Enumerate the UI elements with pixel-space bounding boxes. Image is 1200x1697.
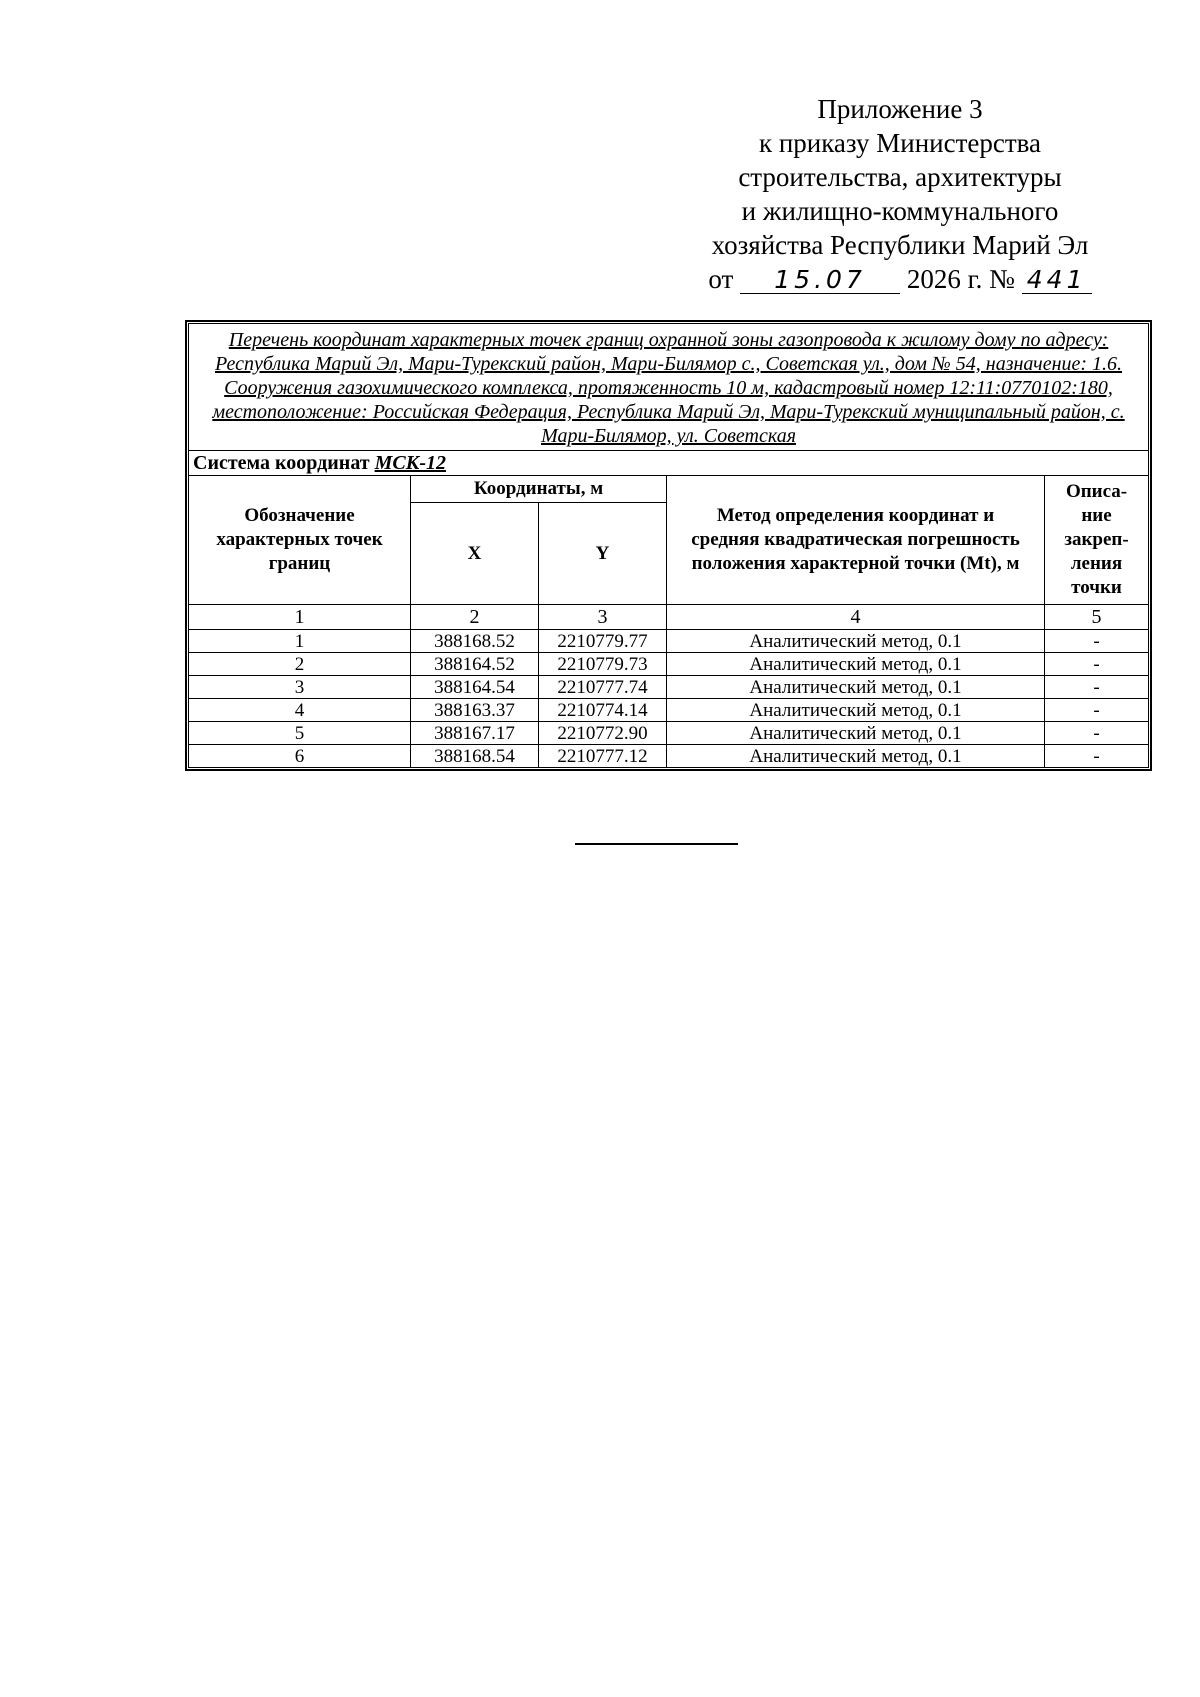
year-text: 2026 г. №	[906, 264, 1015, 294]
coordinate-system-row	[189, 451, 1149, 476]
col-header-y: Y	[539, 503, 667, 605]
coordinate-system-value: МСК-12	[374, 452, 446, 474]
column-number: 4	[667, 605, 1045, 630]
y-cell: 2210777.12	[539, 745, 667, 768]
col-header-point: Обозначение характерных точек границ	[189, 476, 411, 605]
x-cell: 388167.17	[411, 722, 539, 745]
method-cell: Аналитический метод, 0.1	[667, 722, 1045, 745]
point-cell: 6	[189, 745, 411, 768]
coordinate-system-label: Система координат	[193, 452, 370, 474]
x-cell: 388163.37	[411, 699, 539, 722]
desc-cell: -	[1045, 722, 1149, 745]
method-cell: Аналитический метод, 0.1	[667, 745, 1045, 768]
point-cell: 5	[189, 722, 411, 745]
header-line: Приложение 3	[817, 94, 983, 124]
column-number: 1	[189, 605, 411, 630]
y-cell: 2210777.74	[539, 676, 667, 699]
table-row	[189, 745, 1149, 768]
method-cell: Аналитический метод, 0.1	[667, 653, 1045, 676]
col-header-x: X	[411, 503, 539, 605]
point-cell: 3	[189, 676, 411, 699]
point-cell: 2	[189, 653, 411, 676]
x-cell: 388168.54	[411, 745, 539, 768]
column-number-row	[189, 605, 1149, 630]
x-cell: 388168.52	[411, 630, 539, 653]
column-number: 2	[411, 605, 539, 630]
appendix-header	[640, 92, 1160, 296]
header-line: и жилищно-коммунального	[741, 196, 1059, 226]
header-line: строительства, архитектуры	[738, 162, 1062, 192]
order-date-line	[640, 262, 1160, 296]
desc-cell: -	[1045, 630, 1149, 653]
y-cell: 2210779.73	[539, 653, 667, 676]
table-row	[189, 699, 1149, 722]
col-header-method: Метод определения координат и средняя квадратическая погрешность положения характерной точки (Mt), м	[667, 476, 1045, 605]
end-separator-line	[575, 843, 738, 845]
x-cell: 388164.52	[411, 653, 539, 676]
x-cell: 388164.54	[411, 676, 539, 699]
date-prefix: от	[708, 264, 734, 294]
coordinates-table	[188, 323, 1149, 768]
desc-cell: -	[1045, 653, 1149, 676]
col-header-coords: Координаты, м	[411, 476, 667, 503]
table-row	[189, 722, 1149, 745]
desc-cell: -	[1045, 745, 1149, 768]
y-cell: 2210779.77	[539, 630, 667, 653]
desc-cell: -	[1045, 676, 1149, 699]
y-cell: 2210774.14	[539, 699, 667, 722]
handwritten-date: 15.07	[740, 267, 900, 294]
table-row	[189, 653, 1149, 676]
y-cell: 2210772.90	[539, 722, 667, 745]
table-row	[189, 630, 1149, 653]
table-row	[189, 676, 1149, 699]
header-line: к приказу Министерства	[758, 128, 1042, 158]
method-cell: Аналитический метод, 0.1	[667, 676, 1045, 699]
desc-cell: -	[1045, 699, 1149, 722]
handwritten-order-number: 441	[1022, 267, 1092, 294]
header-line: хозяйства Республики Марий Эл	[711, 230, 1089, 260]
table-title: Перечень координат характерных точек границ охранной зоны газопровода к жилому дому по адресу: Республика Марий Эл, Мари-Турекский район, Мари-Билямор с., Советская ул., дом № 54, назначение: 1.6. Сооружения газохимического комплекса, протяженность 10 м, кадастровый номер 12:11:0770102:180, местоположение: Российская Федерация, Республика Марий Эл, Мари-Турекский муниципальный район, с. Мари-Билямор, ул. Советская	[189, 324, 1149, 451]
point-cell: 4	[189, 699, 411, 722]
method-cell: Аналитический метод, 0.1	[667, 630, 1045, 653]
column-number: 3	[539, 605, 667, 630]
method-cell: Аналитический метод, 0.1	[667, 699, 1045, 722]
point-cell: 1	[189, 630, 411, 653]
column-number: 5	[1045, 605, 1149, 630]
col-header-desc: Описа-ние закреп-ления точки	[1045, 476, 1149, 605]
